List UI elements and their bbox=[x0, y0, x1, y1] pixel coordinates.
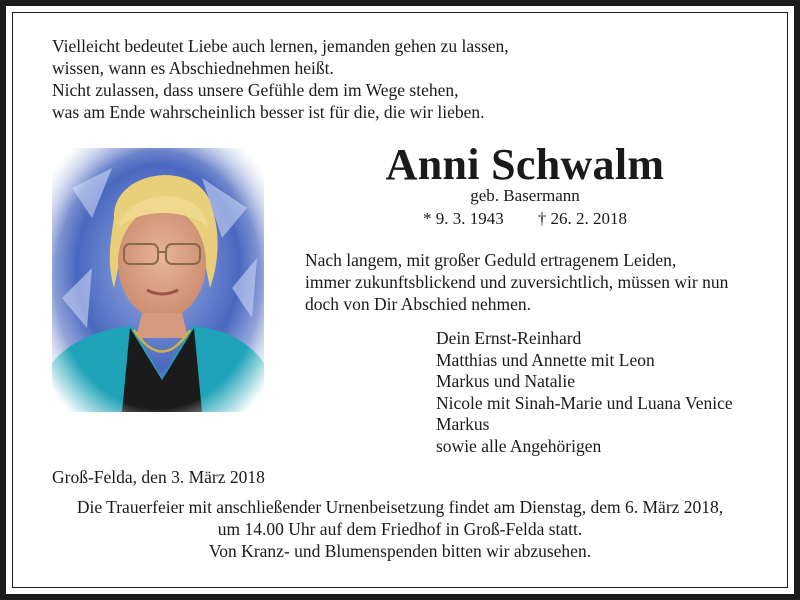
mourner-line: Dein Ernst-Reinhard bbox=[436, 328, 582, 348]
mourner-line: Nicole mit Sinah-Marie und Luana Venice bbox=[436, 392, 733, 413]
mourners-list bbox=[436, 328, 733, 457]
portrait-image bbox=[52, 148, 264, 412]
poem bbox=[52, 35, 509, 123]
poem-line: was am Ende wahrscheinlich besser ist für die, die wir lieben. bbox=[52, 102, 485, 122]
mourner-line: Matthias und Annette mit Leon bbox=[436, 349, 655, 370]
ceremony-line: um 14.00 Uhr auf dem Friedhof in Groß-Felda statt. bbox=[217, 519, 583, 539]
ceremony-line: Die Trauerfeier mit anschließender Urnenbeisetzung findet am Dienstag, dem 6. März 2018, bbox=[76, 497, 724, 517]
poem-line: wissen, wann es Abschiednehmen heißt. bbox=[52, 58, 334, 78]
deceased-name: Anni Schwalm bbox=[385, 140, 665, 189]
poem-line: Nicht zulassen, dass unsere Gefühle dem im Wege stehen, bbox=[52, 80, 459, 100]
portrait-photo bbox=[52, 148, 264, 412]
mourner-line: Markus und Natalie bbox=[436, 371, 575, 391]
message-line: immer zukunftsblickend und zuversichtlich, müssen wir nun bbox=[305, 272, 729, 292]
place-and-date: Groß-Felda, den 3. März 2018 bbox=[52, 467, 265, 487]
farewell-message bbox=[305, 249, 728, 315]
life-dates: * 9. 3. 1943 † 26. 2. 2018 bbox=[423, 209, 627, 228]
birth-name: geb. Basermann bbox=[470, 186, 580, 205]
ceremony-notice bbox=[30, 496, 770, 540]
poem-line: Vielleicht bedeutet Liebe auch lernen, jemanden gehen zu lassen, bbox=[52, 36, 509, 56]
mourner-line: sowie alle Angehörigen bbox=[436, 435, 602, 456]
message-line: doch von Dir Abschied nehmen. bbox=[305, 294, 531, 314]
message-line: Nach langem, mit großer Geduld ertragenem Leiden, bbox=[305, 250, 677, 270]
flowers-note: Von Kranz- und Blumenspenden bitten wir abzusehen. bbox=[208, 541, 592, 561]
mourner-line: Markus bbox=[436, 414, 490, 434]
